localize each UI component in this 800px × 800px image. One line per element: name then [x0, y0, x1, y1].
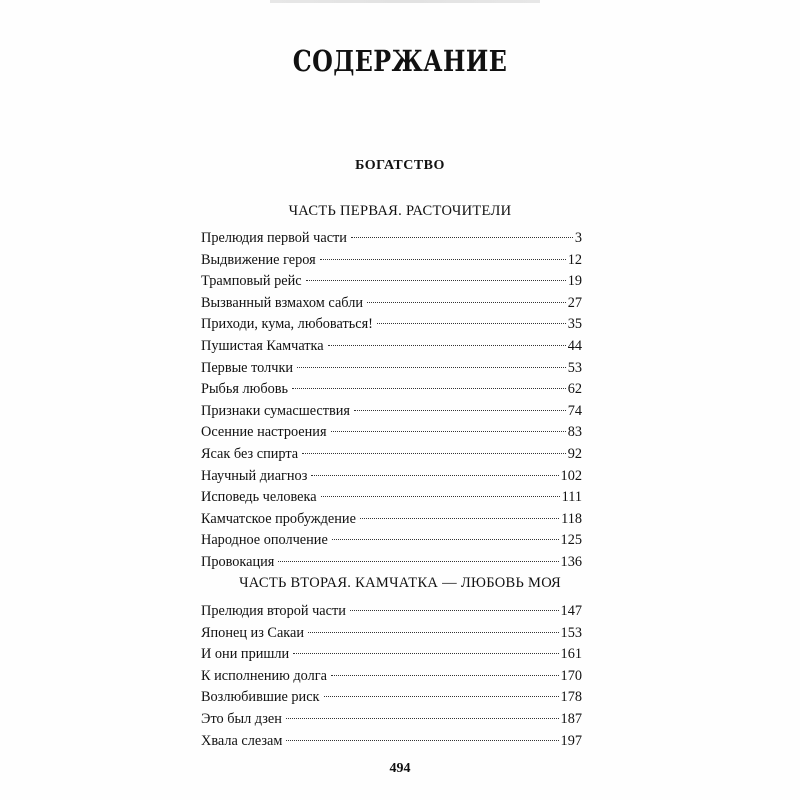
dot-leader — [351, 237, 573, 238]
toc-entry-title: Исповедь человека — [201, 489, 317, 506]
toc-entry-page: 74 — [567, 402, 582, 419]
toc-entry-title: Признаки сумасшествия — [201, 402, 350, 419]
toc-entry[interactable] — [201, 530, 582, 552]
toc-entry[interactable] — [201, 623, 582, 645]
toc-entry-title: Прелюдия второй части — [201, 603, 346, 619]
toc-entry-title: Первые толчки — [201, 359, 294, 376]
dot-leader — [286, 718, 559, 719]
dot-leader — [302, 453, 566, 454]
toc-entry[interactable] — [201, 250, 582, 272]
toc-entry-title: Японец из Сакаи — [201, 624, 305, 641]
toc-entry[interactable] — [201, 314, 582, 336]
toc-entry[interactable] — [201, 509, 582, 531]
dot-leader — [297, 367, 566, 368]
toc-entry-page: 136 — [560, 553, 582, 570]
toc-entry[interactable] — [201, 336, 582, 358]
toc-entry-title: Прелюдия первой части — [201, 230, 347, 246]
toc-entry-title: Приходи, кума, любоваться! — [201, 316, 373, 333]
toc-entry[interactable] — [201, 379, 582, 401]
toc-entry-page: 83 — [567, 424, 582, 441]
toc-entry-page: 19 — [567, 273, 582, 290]
toc-entry[interactable] — [201, 466, 582, 488]
toc-entry-title: Трамповый рейс — [201, 273, 302, 290]
toc-entry-page: 153 — [560, 624, 582, 641]
dot-leader — [311, 475, 558, 476]
part-two-toc — [201, 601, 582, 752]
toc-entry-title: Это был дзен — [201, 710, 282, 727]
toc-entry-title: Выдвижение героя — [201, 251, 316, 268]
toc-entry-page: 197 — [560, 732, 582, 749]
toc-entry-page: 102 — [560, 467, 582, 484]
dot-leader — [320, 259, 566, 260]
dot-leader — [293, 653, 558, 654]
part-one-toc — [201, 228, 582, 574]
toc-entry-title: Пушистая Камчатка — [201, 337, 324, 354]
toc-entry-page: 178 — [560, 689, 582, 706]
dot-leader — [331, 675, 559, 676]
dot-leader — [360, 518, 559, 519]
toc-entry-title: Осенние настроения — [201, 424, 327, 441]
toc-entry-page: 170 — [560, 667, 582, 684]
toc-entry[interactable] — [201, 644, 582, 666]
toc-entry-page: 44 — [567, 337, 582, 354]
dot-leader — [367, 302, 566, 303]
toc-entry-title: Научный диагноз — [201, 467, 308, 484]
toc-entry-page: 3 — [574, 230, 582, 246]
dot-leader — [332, 539, 559, 540]
toc-entry-title: Ясак без спирта — [201, 445, 299, 462]
toc-entry-page: 62 — [567, 381, 582, 398]
toc-entry[interactable] — [201, 422, 582, 444]
toc-entry-page: 161 — [560, 646, 582, 663]
toc-entry[interactable] — [201, 666, 582, 688]
toc-entry-title: К исполнению долга — [201, 667, 327, 684]
toc-entry-title: Рыбья любовь — [201, 381, 289, 398]
page-number: 494 — [389, 761, 411, 776]
part-two-title: ЧАСТЬ ВТОРАЯ. КАМЧАТКА — ЛЮБОВЬ МОЯ — [239, 575, 561, 591]
page-top-edge — [270, 0, 540, 3]
toc-entry[interactable] — [201, 487, 582, 509]
dot-leader — [306, 280, 566, 281]
toc-entry-page: 187 — [560, 710, 582, 727]
dot-leader — [331, 431, 566, 432]
toc-entry[interactable] — [201, 271, 582, 293]
dot-leader — [377, 323, 566, 324]
toc-entry-title: И они пришли — [201, 646, 290, 663]
toc-entry-page: 35 — [567, 316, 582, 333]
dot-leader — [354, 410, 566, 411]
dot-leader — [278, 561, 558, 562]
dot-leader — [324, 696, 559, 697]
toc-entry[interactable] — [201, 444, 582, 466]
toc-entry[interactable] — [201, 552, 582, 574]
toc-entry[interactable] — [201, 731, 582, 753]
toc-entry[interactable] — [201, 358, 582, 380]
toc-entry-page: 111 — [561, 489, 582, 506]
toc-entry-title: Вызванный взмахом сабли — [201, 294, 363, 311]
toc-entry-page: 92 — [567, 445, 582, 462]
dot-leader — [292, 388, 566, 389]
toc-entry[interactable] — [201, 601, 582, 623]
toc-entry[interactable] — [201, 293, 582, 315]
toc-entry-page: 125 — [560, 532, 582, 549]
toc-entry-page: 118 — [561, 510, 582, 527]
toc-entry-page: 27 — [567, 294, 582, 311]
dot-leader — [308, 632, 559, 633]
dot-leader — [321, 496, 560, 497]
toc-entry-title: Провокация — [201, 553, 275, 570]
dot-leader — [286, 740, 558, 741]
toc-entry[interactable] — [201, 228, 582, 250]
toc-entry-page: 53 — [567, 359, 582, 376]
toc-entry-page: 147 — [560, 603, 582, 619]
toc-entry[interactable] — [201, 687, 582, 709]
contents-heading: СОДЕРЖАНИЕ — [292, 44, 508, 78]
toc-entry-title: Хвала слезам — [201, 732, 283, 749]
part-one-title: ЧАСТЬ ПЕРВАЯ. РАСТОЧИТЕЛИ — [288, 203, 512, 219]
toc-entry[interactable] — [201, 401, 582, 423]
dot-leader — [328, 345, 566, 346]
dot-leader — [350, 610, 559, 611]
toc-entry-title: Народное ополчение — [201, 532, 328, 549]
toc-entry-page: 12 — [567, 251, 582, 268]
book-title: БОГАТСТВО — [355, 158, 445, 173]
toc-entry[interactable] — [201, 709, 582, 731]
toc-entry-title: Камчатское пробуждение — [201, 510, 356, 527]
toc-entry-title: Возлюбившие риск — [201, 689, 320, 706]
